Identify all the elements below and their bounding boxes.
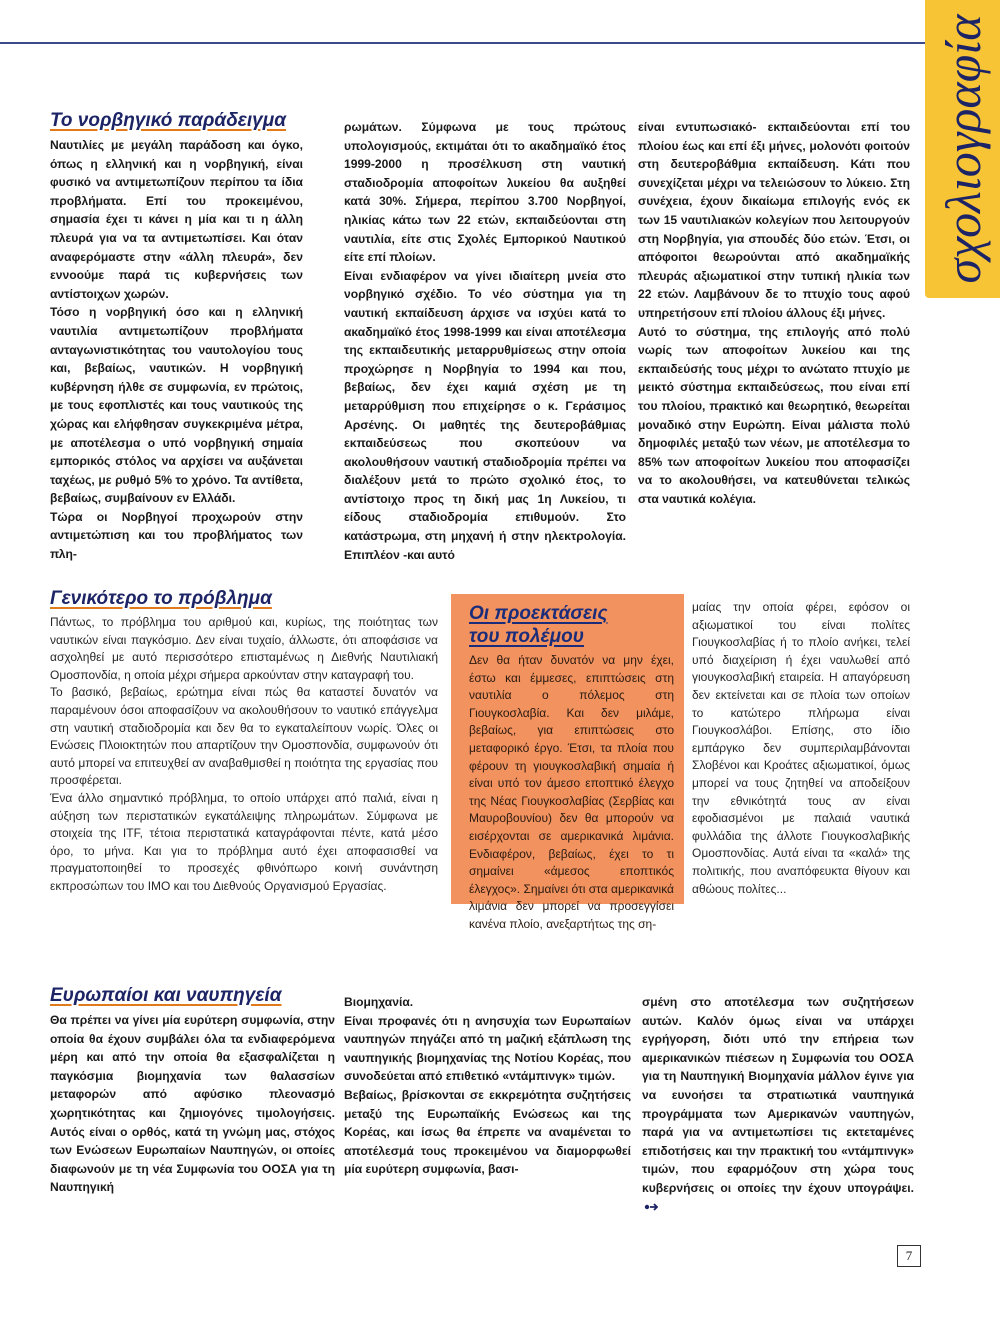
article3-col1 — [50, 985, 335, 1235]
box-heading-line2: του πολέμου — [469, 626, 584, 647]
paragraph: Είναι προφανές ότι η ανησυχία των Ευρωπαίων ναυπηγών πηγάζει από τη μαζική εξάπλωση της ναυπηγικής βιομηχανίας της Νοτίου Κορέας, που συνοδεύεται από επιθετικό «ντάμπινγκ» τιμών. — [344, 1013, 631, 1084]
paragraph: Θα πρέπει να γίνει μία ευρύτερη συμφωνία, στην οποία θα έχουν συμβάλει όλα τα ενδιαφερόμενα μέρη και από την οποία θα εξασφαλίζεται η παγκόσμια βιομηχανία των θαλασσίων μεταφορών από αφύσικο πλεονασμό χωρητικότητας και ζημιογόνες τιμολογήσεις. Αυτός είναι ο ορθός, κατά τη γνώμη μας, στόχος των Ενώσεων Ευρωπαίων Ναυπηγών, οι οποίες διαφωνούν με τη νέα Συμφωνία του ΟΟΣΑ για τη Ναυπηγική — [50, 1013, 335, 1195]
paragraph — [642, 993, 914, 1216]
paragraph: Πάντως, το πρόβλημα του αριθμού και, κυρίως, της ποιότητας των ναυτικών είναι παγκόσμιο. Δεν είναι τυχαίο, άλλωστε, ότι αποφάσισε να ασχοληθεί με αυτό περισσότερο επισταμένως η Διεθνής Ναυτιλιακή Ομοσπονδία, η οποία μέχρι σήμερα αρκούνταν στην καταγραφή του. — [50, 615, 438, 682]
article1-col3 — [638, 118, 910, 570]
paragraph: Βιομηχανία. — [344, 995, 414, 1009]
box-heading-line1: Οι προεκτάσεις — [469, 603, 608, 624]
article1-col2 — [344, 118, 626, 570]
paragraph: Βεβαίως, βρίσκονται σε εκκρεμότητα συζητήσεις μεταξύ της Ευρωπαϊκής Ενώσεως και της Κορέας, και ίσως θα έπρεπε να αναμένεται το αποτέλεσμά τους προκειμένου να διαμορφωθεί μία ευρύτερη συμφωνία, βασι- — [344, 1087, 631, 1177]
paragraph: Ναυτιλίες με μεγάλη παράδοση και όγκο, όπως η ελληνική και η νορβηγική, είναι φυσικό να αντιμετωπίζουν περίπου τα ίδια προβλήματα. Επί του προκειμένου, σημασία έχει τι κάνει η μία και τι η άλλη πλευρά για να τα αντιμετωπίσει. Και όταν αναφερόμαστε στην «άλλη πλευρά», δεν εννοούμε παρά τις κυβερνήσεις των αντίστοιχων χωρών. — [50, 138, 303, 301]
paragraph: μαίας την οποία φέρει, εφόσον οι αξιωματικοί του είναι πολίτες Γιουγκοσλαβίας ή το πλοίο ανήκει, τελεί υπό διαχείριση ή έχει ναυλωθεί από γιουγκοσλαβική εταιρεία. Η απαγόρευση δεν εκτείνεται και σε πλοία των οποίων το κατώτερο πλήρωμα είναι Γιουγκοσλάβοι. Επίσης, στο ίδιο εμπάργκο δεν συμπεριλαμβάνονται Σλοβένοι και Κροάτες αξιωματικοί, όμως μπορεί να τους ζητηθεί να αποδείξουν την εθνικότητά τους αν είναι εφοδιασμένοι με παλαιά ναυτικά φυλλάδια της άλλοτε Γιουγκοσλαβικής Ομοσπονδίας. Αυτά είναι τα «καλά» της πολιτικής, που αναπόφευκτα θίγουν και αθώους πολίτες... — [692, 600, 910, 896]
box-text-continued — [692, 599, 910, 904]
section-tab — [925, 0, 1000, 298]
section-title: σχολιογραφία — [934, 14, 991, 284]
paragraph: Το βασικό, βεβαίως, ερώτημα είναι πώς θα καταστεί δυνατόν να παραμένουν όσοι αποφασίζουν να ακολουθήσουν το ναυτικό επάγγελμα στη ναυτική σταδιοδρομία και δεν θα το εγκαταλείπουν νωρίς. Όλες οι Ενώσεις Πλοιοκτητών που απαρτίζουν την Ομοσπονδία, συμφωνούν ότι αυτό μπορεί να επιτευχθεί αν αναβαθμισθεί η ποιότητα της εργασίας που προσφέρεται. — [50, 685, 438, 788]
paragraph: είναι εντυπωσιακό- εκπαιδεύονται επί του πλοίου έως και επί έξι μήνες, μολονότι φοιτούν στη δευτεροβάθμια εκπαίδευση. Κάτι που συνεχίζεται μέχρι να τελειώσουν το λύκειο. Στη συνέχεια, έχουν δικαίωμα επιλογής ενός εκ των 15 ναυτιλιακών κολεγίων που λειτουργούν στη Νορβηγία, για σπουδές δύο ετών. Έτσι, οι απόφοιτοι θεωρούνται από ακαδημαϊκής πλευράς αξιωματικοί στην τυπική ηλικία των 22 ετών. Λαμβάνουν δε το πτυχίο τους αφού υπηρετήσουν επί πλοίου άλλους έξι μήνες. — [638, 120, 910, 320]
arrow-icon — [644, 1202, 660, 1212]
article1-col1 — [50, 110, 303, 570]
article3-heading: Ευρωπαίοι και ναυπηγεία — [50, 985, 282, 1006]
box-heading — [469, 602, 674, 648]
article2 — [50, 588, 438, 948]
paragraph: Αυτό το σύστημα, της επιλογής από πολύ νωρίς των αποφοίτων λυκείου και της εκπαιδεύσής τους μέχρι το ανώτατο πτυχίο με μεικτό σύστημα εκπαιδεύσεως, που είναι επί του πλοίου, πρακτικό και θεωρητικό, θεωρείται μοναδικό στην Ευρώπη. Είναι μάλιστα πολύ δημοφιλές μεταξύ των νέων, με αποτέλεσμα το 85% των αποφοίτων λυκείου που αποφασίζει να το ακολουθήσει, να κατευθύνεται τελικώς στα ναυτικά κολέγια. — [638, 324, 910, 506]
paragraph: Τώρα οι Νορβηγοί προχωρούν στην αντιμετώπιση και του προβλήματος των πλη- — [50, 509, 303, 562]
sidebar-box — [451, 594, 684, 931]
paragraph: Ένα άλλο σημαντικό πρόβλημα, το οποίο υπάρχει από παλιά, είναι η αύξηση των περιστατικών εγκατάλειψης πληρωμάτων. Σύμφωνα με στοιχεία της ITF, τέτοια περιστατικά καταγράφονται πέντε, κατά μέσο όρο, το μήνα. Και για το πρόβλημα αυτό έχει αποφασισθεί να πραγματοποιηθεί το προσεχές φθινόπωρο κοινή συνάντηση εκπροσώπων του ΙΜΟ και του Διεθνούς Οργανισμού Εργασίας. — [50, 790, 438, 893]
article3-col3-text: σμένη στο αποτέλεσμα των συζητήσεων αυτών. Καλόν όμως είναι να υπάρχει εγρήγορση, διότι υπό την επήρεια των αμερικανικών πιέσεων η Συμφωνία του ΟΟΣΑ για τη Ναυπηγική Βιομηχανία μάλλον έγινε για να ευνοήσει τα στρατιωτικά ναυπηγικά προγράμματα των Αμερικανών ναυπηγών, παρά για να αντιμετωπίσει τις εκτεταμένες επιδοτήσεις και την πρακτική του «ντάμπινγκ» τιμών, που εφαρμόζουν στη χώρα τους κυβερνήσεις οι οποίες την έχουν υπογράψει. — [642, 995, 914, 1195]
paragraph: Τόσο η νορβηγική όσο και η ελληνική ναυτιλία αντιμετωπίζουν προβλήματα ανταγωνιστικότητας του ναυτολογίου τους και, βεβαίως, ναυτικών. Η νορβηγική κυβέρνηση ήλθε σε συμφωνία, εν πρώτοις, με τους εφοπλιστές και τους ναυτικούς της χώρας και ελήφθησαν συγκεκριμένα μέτρα, με αποτέλεσμα ο υπό νορβηγική σημαία εμπορικός στόλος να αρχίσει να αυξάνεται ταχέως, με ρυθμό 5% το χρόνο. Τα αντίθετα, βεβαίως, συμβαίνουν εν Ελλάδι. — [50, 305, 303, 506]
article3-col2 — [344, 993, 631, 1233]
box-text: Δεν θα ήταν δυνατόν να μην έχει, έστω και έμμεσες, επιπτώσεις στη ναυτιλία ο πόλεμος στη Γιουγκοσλαβία. Και δεν μιλάμε, βεβαίως, για επιπτώσεις στο μεταφορικό έργο. Έτσι, τα πλοία που φέρουν τη γιουγκοσλαβική σημαία ή είναι υπό τον άμεσο εποπτικό έλεγχο της Νέας Γιουγκοσλαβίας (Σερβίας και Μαυροβουνίου) δεν θα μπορούν να εισέρχονται σε αμερικανικά λιμάνια. Ενδιαφέρον, βεβαίως, έχει το τι σημαίνει «άμεσος εποπτικός έλεγχος». Σημαίνει ότι στα αμερικανικά λιμάνια δεν μπορεί να προσεγγίσει κανένα πλοίο, ανεξαρτήτως της ση- — [469, 653, 674, 931]
article1-heading: Το νορβηγικό παράδειγμα — [50, 110, 286, 131]
article2-heading: Γενικότερο το πρόβλημα — [50, 588, 272, 609]
paragraph: ρωμάτων. Σύμφωνα με τους πρώτους υπολογισμούς, εκτιμάται ότι το ακαδημαϊκό έτος 1999-2000 η προσέλκυση στη ναυτική σταδιοδρομία αποφοίτων λυκείου θα αυξηθεί κατά 30%. Σήμερα, περίπου 3.700 Νορβηγοί, ηλικίας κάτω των 22 ετών, εκπαιδεύονται στη ναυτιλία, είτε στις Σχολές Εμπορικού Ναυτικού είτε επί πλοίων. — [344, 120, 626, 265]
paragraph: Είναι ενδιαφέρον να γίνει ιδιαίτερη μνεία στο νορβηγικό σχέδιο. Το νέο σύστημα για τη ναυτική εκπαίδευση άρχισε να ισχύει κατά το ακαδημαϊκό έτος 1998-1999 και είναι αποτέλεσμα της εκπαιδευτικής μεταρρυθμίσεως στην οποία προχώρησε η Νορβηγία το 1994 και που, βεβαίως, δεν έχει καμιά σχέση με τη μεταρρύθμιση που επιχείρησε ο κ. Γεράσιμος Αρσένης. Οι μαθητές της δευτεροβάθμιας εκπαιδεύσεως που σκοπεύουν να ακολουθήσουν ναυτική σταδιοδρομία πρέπει να διαλέξουν μετά το πρώτο σχολικό έτος, το αντίστοιχο προς τη δική μας 1η Λυκείου, τι είδους σταδιοδρομία επιθυμούν. Στο κατάστρωμα, στη μηχανή ή στην ηλεκτρολογία. Επιπλέον -και αυτό — [344, 268, 626, 562]
article3-col3 — [642, 993, 914, 1233]
top-rule — [0, 42, 932, 44]
page-number: 7 — [897, 1245, 921, 1267]
